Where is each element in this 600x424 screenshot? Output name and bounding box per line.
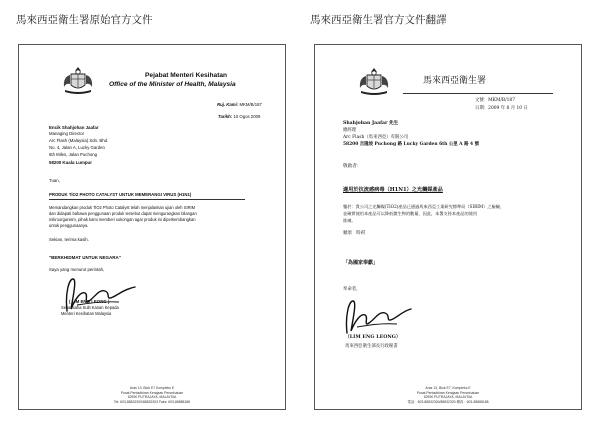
body-line: 並確實使用本產品可以降低微生物的數量，因此，本署支持本產品的使用 xyxy=(343,211,478,216)
footer-line: Tel: 603-88832300/88832303 Faks: 603-88888188 xyxy=(113,399,191,404)
date-line: 日期：2009 年 8 月 10 日 xyxy=(475,106,528,111)
header-rule xyxy=(403,93,553,94)
reference-line xyxy=(217,103,262,108)
addressee-name: Encik Shahjohan Jaafar xyxy=(49,125,99,130)
salutation: 敬啟者： xyxy=(343,164,362,169)
body-line: dan didapati bahawa penggunaan produk tersebut dapat mengurangkan bilangan xyxy=(49,211,197,216)
address-line: Managing Director xyxy=(49,131,85,136)
translated-document-caption: 馬來西亞衛生署官方文件翻譯 xyxy=(310,14,447,26)
body-line: mikroorganism, pihak kami memberi sokongan agar produk ini diperkembangkan xyxy=(49,217,196,222)
date-value: 10 Ogos 2009 xyxy=(233,114,261,119)
closing-thanks: Sekian, terima kasih. xyxy=(49,237,89,242)
motto: "BERKHIDMAT UNTUK NEGARA" xyxy=(49,255,121,260)
signer-name: ( LIM ENG LEONG ) xyxy=(69,299,110,304)
addressee-name: Shahjohan Jaafar 先生 xyxy=(343,121,399,126)
footer-line: Aras 13, Blok E7 Kompleks E xyxy=(129,386,175,390)
footer-line: Pusat Pentadbiran Kerajaan Persekutuan xyxy=(120,390,184,395)
reference-line: 文號：MKM/B/187 xyxy=(475,98,516,103)
address-line: No. 4, Jalan A, Lucky Garden xyxy=(49,145,105,150)
malaysia-coat-of-arms-icon xyxy=(55,65,101,97)
signer-title: Menteri Kesihatan Malaysia xyxy=(61,311,112,316)
letterhead-footer xyxy=(315,386,581,404)
subject-underline xyxy=(49,199,245,200)
footer-line: 電話：603-88832300/88832303 傳真：603-88888188 xyxy=(407,399,489,404)
signer-title: 馬來西亞衛生部長行政秘書 xyxy=(345,344,398,349)
original-letter xyxy=(18,44,286,410)
salutation: Tuan, xyxy=(49,178,60,183)
footer-line: Pusat Pentadbiran Kerajaan Persekutuan xyxy=(416,390,480,395)
subject-line: PRODUK TiO2 PHOTO CATALYST UNTUK MEMERANGI VIRUS (H1N1) xyxy=(49,192,192,197)
translated-letter xyxy=(314,44,582,410)
reference-label: Ruj. Kami: xyxy=(217,102,239,107)
date-line xyxy=(218,115,260,120)
header-line-malay: Pejabat Menteri Kesihatan xyxy=(145,72,228,79)
original-document-caption: 馬來西亞衛生署原始官方文件 xyxy=(16,14,153,26)
footer-line: Aras 13, Blok E7, Kompleks E xyxy=(425,386,471,390)
header-title: 馬來西亞衛生署 xyxy=(423,76,487,86)
address-line: Arc Flash（馬來西亞）有限公司 xyxy=(343,135,409,140)
motto: 「為國家奉獻」 xyxy=(343,260,379,266)
address-line: 58200 吉隆坡 Puchong 路 Lucky Garden 6th 公里 A 路 4 號 xyxy=(343,142,480,147)
address-line: 總經理 xyxy=(343,128,357,133)
handwritten-signature xyxy=(341,295,415,337)
footer-line: 62590 PUTRAJAYA, MALAYSIA xyxy=(127,395,177,400)
address-line: Arc Flash (Malaysia) Sdn. Bhd. xyxy=(49,138,109,143)
subject-line: 適用於抗流感病毒（H1N1）之光觸媒產品 xyxy=(343,187,443,193)
reference-value: MKM/B/187 xyxy=(239,102,262,107)
signer-title: Setiausaha Sulit Kanan Kepada xyxy=(61,305,119,310)
closing-phrase: Saya yang menurut perintah, xyxy=(49,267,105,272)
body-line: untuk penggunaanya. xyxy=(49,223,89,228)
signer-name: （LIM ENG LEONG） xyxy=(345,334,401,340)
letterhead-footer xyxy=(19,386,285,404)
body-line: Memandangkan produk TiO2 Photo Catalyst telah menjalankan ujian oleh SIRIM xyxy=(49,205,196,210)
address-line: 6th Miles, Jalan Puchong xyxy=(49,152,98,157)
body-line: 推廣。 xyxy=(343,218,356,223)
header-line-english: Office of the Minister of Health, Malaysia xyxy=(109,81,236,88)
footer-line: 62590 PUTRAJAYA, MALAYSIA xyxy=(423,395,473,400)
malaysia-coat-of-arms-icon xyxy=(351,66,397,98)
closing-phrase: 奉命者， xyxy=(343,287,361,292)
closing-thanks: 順頌 時祺 xyxy=(343,231,365,236)
body-line: 鑒於：貴公司之光觸媒(TiO2)產品已通過馬來西亞工業研究標準局（SIRIM）之檢驗， xyxy=(343,204,505,209)
date-label: Tarikh: xyxy=(218,114,233,119)
address-line: 58200 Kuala Lumpur xyxy=(49,160,92,165)
